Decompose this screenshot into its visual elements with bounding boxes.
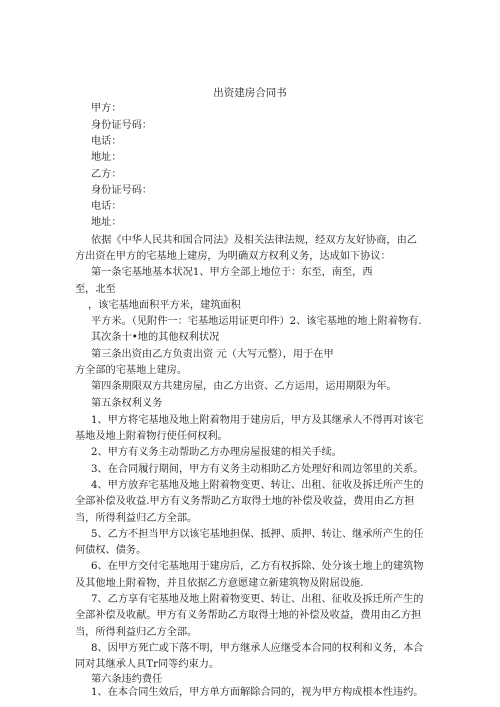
clause-line: 1、甲方将宅基地及地上附着物用于建房后，甲方及其继承人不得再对该宅 <box>91 414 424 426</box>
article-2-line: 其次条十•地的其他权利状况 <box>91 332 220 344</box>
article-6-heading: 第六条违约费任 <box>91 673 163 685</box>
clause-line: 当，所得利益归乙方全部。 <box>75 512 198 524</box>
clause-line: 全部补偿及收益.甲方有义务帮助乙方取得土地的补偿及收益，费用由乙方担 <box>75 496 415 508</box>
article-5-heading: 第五条权利义务 <box>91 397 163 409</box>
clause-line: 1、在本合同生效后，甲方单方面解除合同的，视为甲方构成根本性违约。 <box>91 687 424 698</box>
clause-line: 4、甲方放弃宅基地及地上附着物变更、转让、出租、征收及拆迁所产生的 <box>91 480 424 491</box>
party-a-phone-label: 电话： <box>91 135 122 147</box>
clause-line: 7、乙方享有宅基地及地上附着物变更、转让、出租、征收及拆迁所产生的 <box>91 594 424 605</box>
party-b-label: 乙方： <box>91 168 122 180</box>
party-b-address-label: 地址： <box>91 217 122 229</box>
clause-line: 何债权、债务。 <box>75 545 147 557</box>
article-1-line: 第一条宅基地基本状况1、甲方全部上地位于：东至，南至，西 <box>91 267 373 279</box>
article-1-line: 平方米。（见附件一：宅基地运用证更印件）2、该宅基地的地上附着物有. <box>91 316 422 328</box>
preamble-line: 方出资在甲方的宅基地上建房，为明确双方权利义务，达成如下协议： <box>75 250 391 262</box>
clause-line: 5、乙方不担当甲方以该宅基地担保、抵押、质押、转让、继承所产生的任 <box>91 528 424 540</box>
party-a-id-label: 身份证号码： <box>91 119 153 131</box>
document-title: 出资建房合同书 <box>213 87 287 99</box>
clause-line: 基地及地上附着物行使任何权利。 <box>75 431 228 443</box>
clause-line: 及其他地上附着物，并且依据乙方意愿建立新建筑物及附屈设施. <box>75 577 364 589</box>
clause-line: 全部补偿及收献。甲方有义务帮助乙方取得土地的补偿及收益，费用由乙方担 <box>75 610 422 622</box>
article-1-line: 至，北至 <box>75 283 116 295</box>
party-a-label: 甲方： <box>91 103 122 115</box>
party-a-address-label: 地址： <box>91 152 122 164</box>
preamble-line: 依据《中华人民共和国合同法》及相关法律法规，经双方友好协商，由乙 <box>91 234 417 246</box>
clause-line: 2、甲方有义务主动帮助乙方办理房屋报建的相关手续。 <box>91 447 342 459</box>
article-3-line: 方全部的宅基地上建房。 <box>75 365 188 376</box>
clause-line: 8、因甲方死亡或下落不明，甲方继承人应继受本合同的权利和义务，本合 <box>91 642 424 654</box>
article-1-line: ，该宅基地面积平方米，建筑面积 <box>88 299 241 311</box>
party-b-id-label: 身份证号码： <box>91 184 153 196</box>
clause-line: 6、在甲方交付宅基地用于建房后，乙方有权拆除、处分该土地上的建筑物 <box>91 561 424 573</box>
article-3-line: 第三条出资由乙方负责出资 元（大写元整），用于在甲 <box>91 348 334 360</box>
clause-line: 当，所得利益归乙方全部。 <box>75 626 198 638</box>
article-4-line: 第四条期限双方共建房屋，由乙方出资、乙方运用，运用期限为年。 <box>91 381 397 393</box>
clause-line: 同对其继承人具Tr同等约束力。 <box>75 659 220 671</box>
party-b-phone-label: 电话： <box>91 201 122 213</box>
clause-line: 3、在合同履行期间，甲方有义务主动相助乙方处理好和周边邻里的关系。 <box>91 463 424 475</box>
